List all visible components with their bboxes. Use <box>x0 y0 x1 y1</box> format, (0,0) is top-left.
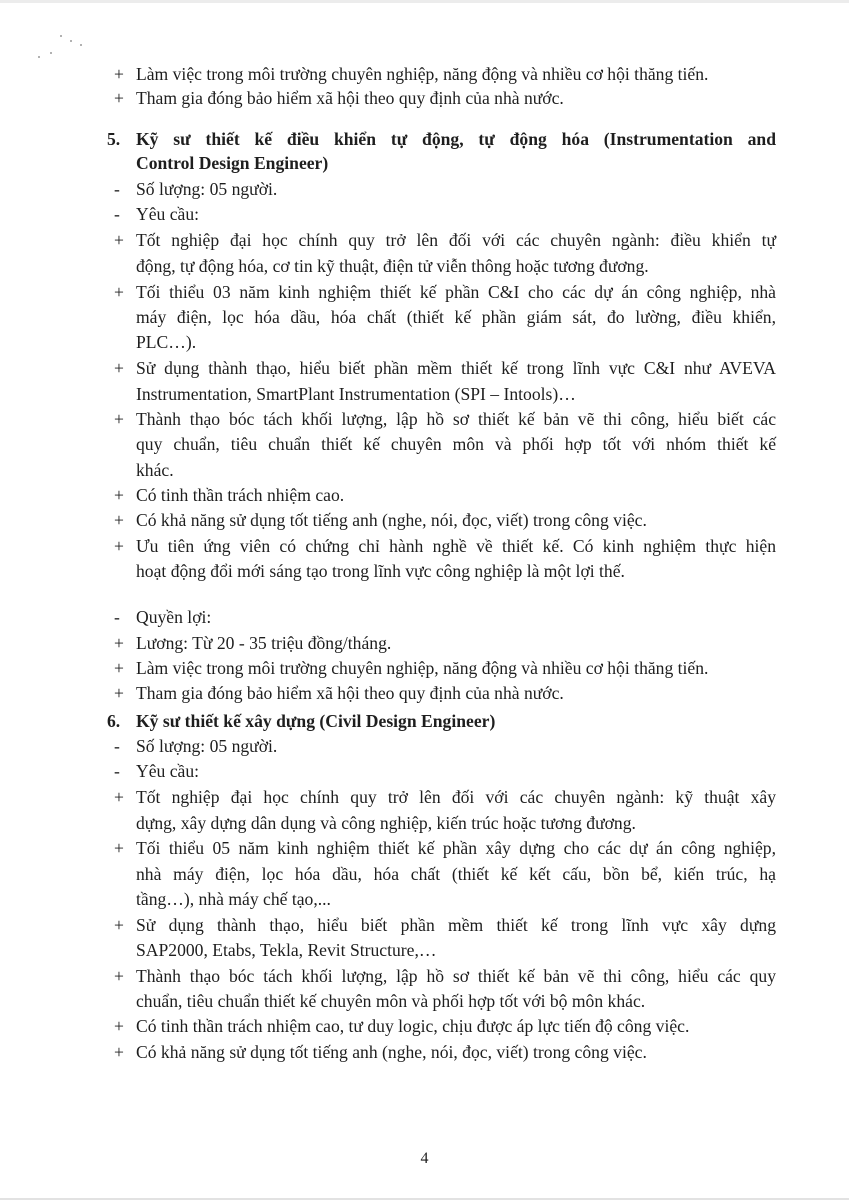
line-text: Có khả năng sử dụng tốt tiếng anh (nghe, nói, đọc, viết) trong công việc. <box>136 1042 647 1062</box>
dash-bullet: - <box>114 179 120 199</box>
line-text: nhà máy điện, lọc hóa dầu, hóa chất (thiết kế kết cấu, bồn bể, kiến trúc, hạ <box>136 864 776 884</box>
line-text: tầng…), nhà máy chế tạo,... <box>136 889 331 909</box>
line-text: Tối thiểu 03 năm kinh nghiệm thiết kế phần C&I cho các dự án công nghiệp, nhà <box>136 282 776 302</box>
line-text: Có tinh thần trách nhiệm cao, tư duy logic, chịu được áp lực tiến độ công việc. <box>136 1016 690 1036</box>
plus-bullet: + <box>114 230 124 250</box>
line-text: Số lượng: 05 người. <box>136 736 278 756</box>
scan-speck <box>50 52 52 54</box>
scan-speck <box>80 44 82 46</box>
plus-bullet: + <box>114 1042 124 1062</box>
plus-bullet: + <box>114 683 124 703</box>
scan-speck <box>38 56 40 58</box>
line-text: Sử dụng thành thạo, hiểu biết phần mềm thiết kế trong lĩnh vực C&I như AVEVA <box>136 358 776 378</box>
section-heading-text: Control Design Engineer) <box>136 153 329 173</box>
line-text: dựng, xây dựng dân dụng và công nghiệp, kiến trúc hoặc tương đương. <box>136 813 636 833</box>
line-text: Tham gia đóng bảo hiểm xã hội theo quy định của nhà nước. <box>136 683 564 703</box>
line-text: SAP2000, Etabs, Tekla, Revit Structure,… <box>136 940 437 960</box>
line-text: Instrumentation, SmartPlant Instrumentation (SPI – Intools)… <box>136 384 576 404</box>
line-text: Làm việc trong môi trường chuyên nghiệp, năng động và nhiều cơ hội thăng tiến. <box>136 64 709 84</box>
section-heading-text: Kỹ sư thiết kế điều khiển tự động, tự động hóa (Instrumentation and <box>136 129 776 149</box>
plus-bullet: + <box>114 64 124 84</box>
line-text: Thành thạo bóc tách khối lượng, lập hồ sơ thiết kế bản vẽ thi công, hiểu biết các <box>136 409 776 429</box>
line-text: Quyền lợi: <box>136 607 212 627</box>
line-text: khác. <box>136 460 174 480</box>
plus-bullet: + <box>114 838 124 858</box>
plus-bullet: + <box>114 485 124 505</box>
line-text: Số lượng: 05 người. <box>136 179 278 199</box>
line-text: quy chuẩn, tiêu chuẩn thiết kế chuyên môn và phối hợp tốt với nhóm thiết kế <box>136 434 776 454</box>
line-text: động, tự động hóa, cơ tin kỹ thuật, điện tử viễn thông hoặc tương đương. <box>136 256 649 276</box>
dash-bullet: - <box>114 204 120 224</box>
plus-bullet: + <box>114 633 124 653</box>
page-number: 4 <box>420 1150 429 1167</box>
line-text: Tốt nghiệp đại học chính quy trở lên đối với các chuyên ngành: điều khiển tự <box>136 230 776 250</box>
dash-bullet: - <box>114 761 120 781</box>
line-text: Làm việc trong môi trường chuyên nghiệp, năng động và nhiều cơ hội thăng tiến. <box>136 658 709 678</box>
line-text: máy điện, lọc hóa dầu, hóa chất (thiết kế phần giám sát, đo lường, điều khiển, <box>136 307 776 327</box>
line-text: Tốt nghiệp đại học chính quy trở lên đối với các chuyên ngành: kỹ thuật xây <box>136 787 776 807</box>
line-text: Yêu cầu: <box>136 761 200 781</box>
scan-edge <box>0 0 849 3</box>
dash-bullet: - <box>114 736 120 756</box>
plus-bullet: + <box>114 536 124 556</box>
plus-bullet: + <box>114 1016 124 1036</box>
plus-bullet: + <box>114 282 124 302</box>
section-number: 6. <box>107 711 121 731</box>
plus-bullet: + <box>114 409 124 429</box>
section-heading-text: Kỹ sư thiết kế xây dựng (Civil Design Engineer) <box>136 711 496 731</box>
dash-bullet: - <box>114 607 120 627</box>
plus-bullet: + <box>114 658 124 678</box>
line-text: Có khả năng sử dụng tốt tiếng anh (nghe, nói, đọc, viết) trong công việc. <box>136 510 647 530</box>
line-text: Sử dụng thành thạo, hiểu biết phần mềm thiết kế trong lĩnh vực xây dựng <box>136 915 776 935</box>
line-text: chuẩn, tiêu chuẩn thiết kế chuyên môn và phối hợp tốt với bộ môn khác. <box>136 991 646 1011</box>
line-text: PLC…). <box>136 332 197 352</box>
line-text: Lương: Từ 20 - 35 triệu đồng/tháng. <box>136 633 392 653</box>
plus-bullet: + <box>114 915 124 935</box>
line-text: hoạt động đổi mới sáng tạo trong lĩnh vực công nghiệp là một lợi thế. <box>136 561 625 581</box>
line-text: Tối thiểu 05 năm kinh nghiệm thiết kế phần xây dựng cho các dự án công nghiệp, <box>136 838 776 858</box>
line-text: Yêu cầu: <box>136 204 200 224</box>
plus-bullet: + <box>114 88 124 108</box>
plus-bullet: + <box>114 510 124 530</box>
plus-bullet: + <box>114 358 124 378</box>
line-text: Có tinh thần trách nhiệm cao. <box>136 485 345 505</box>
section-number: 5. <box>107 129 121 149</box>
scan-speck <box>60 35 62 37</box>
plus-bullet: + <box>114 787 124 807</box>
line-text: Ưu tiên ứng viên có chứng chỉ hành nghề về thiết kế. Có kinh nghiệm thực hiện <box>136 536 776 556</box>
line-text: Tham gia đóng bảo hiểm xã hội theo quy định của nhà nước. <box>136 88 564 108</box>
line-text: Thành thạo bóc tách khối lượng, lập hồ sơ thiết kế bản vẽ thi công, hiểu các quy <box>136 966 776 986</box>
plus-bullet: + <box>114 966 124 986</box>
scan-speck <box>70 40 72 42</box>
